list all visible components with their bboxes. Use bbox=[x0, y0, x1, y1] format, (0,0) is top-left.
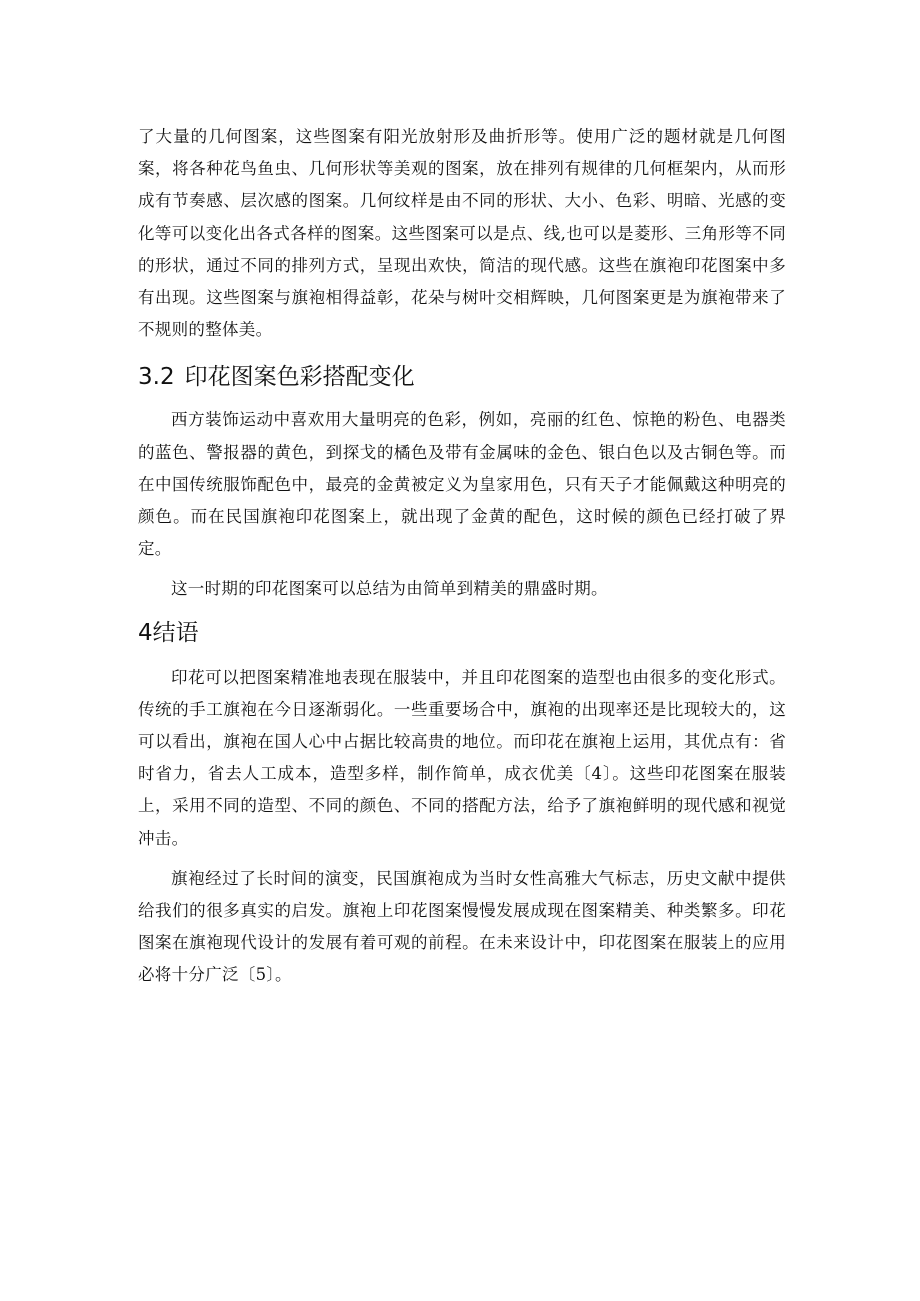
section-title: 结语 bbox=[152, 619, 199, 646]
section-heading-4 bbox=[138, 616, 786, 650]
paragraph-summary: 这一时期的印花图案可以总结为由简单到精美的鼎盛时期。 bbox=[171, 579, 608, 599]
paragraph-conclusion-2: 旗袍经过了长时间的演变，民国旗袍成为当时女性高雅大气标志，历史文献中提供给我们的很多真实的启发。旗袍上印花图案慢慢发展成现在图案精美、种类繁多。印花图案在旗袍现代设计的发展有着可观的前程。在未来设计中，印花图案在服装上的应用必将十分广泛〔5〕。 bbox=[138, 868, 786, 985]
paragraph-color-matching: 西方装饰运动中喜欢用大量明亮的色彩，例如，亮丽的红色、惊艳的粉色、电器类的蓝色、警报器的黄色，到探戈的橘色及带有金属味的金色、银白色以及古铜色等。而在中国传统服饰配色中，最亮的金黄被定义为皇家用色，只有天子才能佩戴这种明亮的颜色。而在民国旗袍印花图案上，就出现了金黄的配色，这时候的颜色已经打破了界定。 bbox=[138, 410, 786, 559]
section-title: 印花图案色彩搭配变化 bbox=[184, 364, 415, 391]
paragraph-conclusion-1: 印花可以把图案精准地表现在服装中，并且印花图案的造型也由很多的变化形式。传统的手工旗袍在今日逐渐弱化。一些重要场合中，旗袍的出现率还是比现较大的，这可以看出，旗袍在国人心中占据比较高贵的地位。而印花在旗袍上运用，其优点有：省时省力，省去人工成本，造型多样，制作简单，成衣优美〔4〕。这些印花图案在服装上，采用不同的造型、不同的颜色、不同的搭配方法，给予了旗袍鲜明的现代感和视觉冲击。 bbox=[138, 667, 786, 848]
paragraph-geometric-patterns: 了大量的几何图案，这些图案有阳光放射形及曲折形等。使用广泛的题材就是几何图案，将各种花鸟鱼虫、几何形状等美观的图案，放在排列有规律的几何框架内，从而形成有节奏感、层次感的图案。几何纹样是由不同的形状、大小、色彩、明暗、光感的变化等可以变化出各式各样的图案。这些图案可以是点、线,也可以是菱形、三角形等不同的形状，通过不同的排列方式，呈现出欢快，简洁的现代感。这些在旗袍印花图案中多有出现。这些图案与旗袍相得益彰，花朵与树叶交相辉映，几何图案更是为旗袍带来了不规则的整体美。 bbox=[138, 127, 786, 340]
section-heading-3-2 bbox=[138, 360, 786, 394]
section-number: 3.2 bbox=[138, 364, 175, 391]
document-body bbox=[138, 121, 786, 992]
section-number: 4 bbox=[138, 619, 153, 646]
